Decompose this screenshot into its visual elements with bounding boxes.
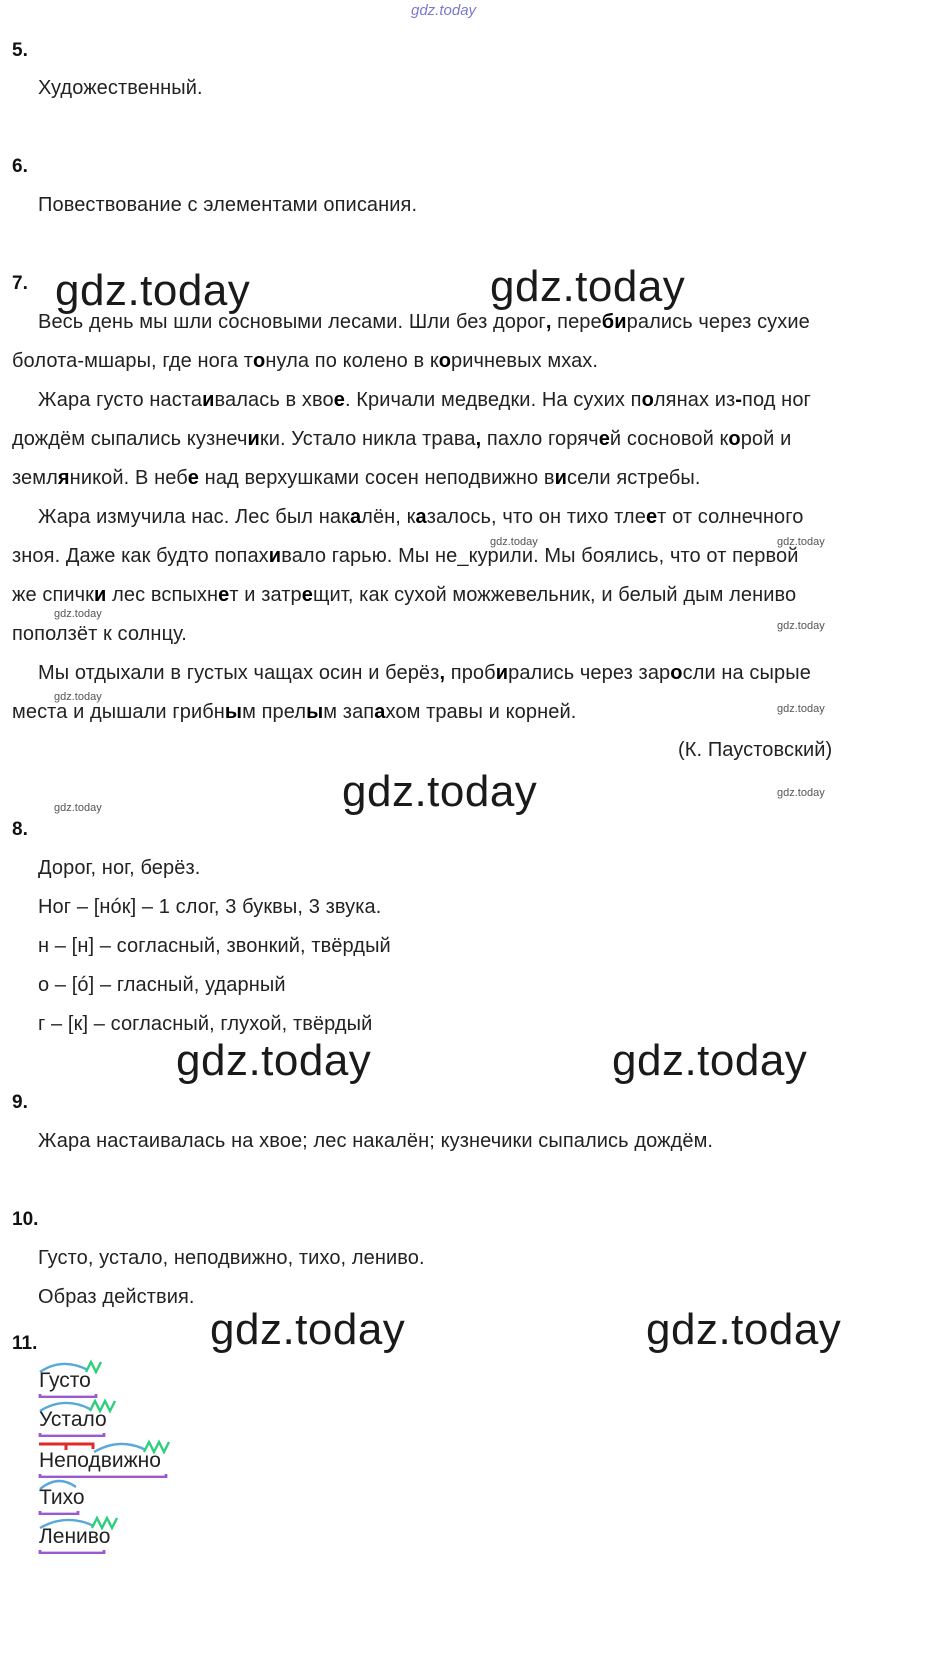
highlighted-letter: е (218, 584, 230, 606)
highlighted-letter: е (333, 389, 345, 411)
morpheme-word-lenivo (38, 1514, 188, 1554)
task-8-line: о – [ó] – гласный, ударный (38, 974, 286, 996)
highlighted-letter: и (554, 467, 567, 489)
task-7-line: земляникой. В небе над верхушками сосен неподвижно висели ястребы. (12, 467, 701, 489)
morpheme-word-gusto (38, 1358, 188, 1398)
watermark-small: gdz.today (777, 620, 825, 632)
task-11-number: 11. (12, 1333, 38, 1354)
highlighted-letter: о (438, 350, 452, 372)
task-9-answer: Жара настаивалась на хвое; лес накалён; кузнечики сыпались дождём. (38, 1130, 714, 1152)
task-8-line: Ног – [нóк] – 1 слог, 3 буквы, 3 звука. (38, 896, 382, 918)
highlighted-letter: а (374, 701, 386, 723)
highlighted-letter: я (57, 467, 70, 489)
highlighted-letter: , (545, 311, 552, 333)
watermark-big: gdz.today (210, 1305, 406, 1354)
highlighted-letter: , (439, 662, 446, 684)
morpheme-word: Неподвижно (39, 1449, 161, 1472)
highlighted-letter: е (645, 506, 658, 528)
watermark-small: gdz.today (777, 536, 825, 548)
morpheme-word: Лениво (39, 1525, 111, 1548)
watermark-small: gdz.today (54, 608, 102, 620)
highlighted-letter: и (247, 428, 260, 450)
watermark-big: gdz.today (612, 1036, 808, 1085)
task-7-line: дождём сыпались кузнечики. Устало никла трава, пахло горячей сосновой корой и (12, 428, 792, 450)
task-10-number: 10. (12, 1209, 39, 1230)
morpheme-word-ustalo (38, 1397, 188, 1437)
watermark-big: gdz.today (176, 1036, 372, 1085)
highlighted-letter: и (94, 584, 107, 606)
task-7-line: болота-мшары, где нога тонула по колено в коричневых мхах. (12, 350, 599, 372)
task-7-line: Весь день мы шли сосновыми лесами. Шли без дорог, перебирались через сухие (38, 311, 810, 333)
task-7-line: места и дышали грибным прелым запахом травы и корней. (12, 701, 577, 723)
watermark-big: gdz.today (342, 767, 538, 816)
morpheme-word: Тихо (39, 1486, 85, 1509)
task-7-number: 7. (12, 273, 28, 294)
task-5-number: 5. (12, 40, 28, 61)
task-7-line: же спички лес вспыхнет и затрещит, как сухой можжевельник, и белый дым лениво (12, 584, 797, 606)
highlighted-letter: би (601, 311, 627, 333)
watermark-small: gdz.today (54, 691, 102, 703)
highlighted-letter: и (495, 662, 509, 684)
highlighted-letter: е (301, 584, 313, 606)
task-8-line: н – [н] – согласный, звонкий, твёрдый (38, 935, 391, 957)
watermark-small: gdz.today (777, 787, 825, 799)
highlighted-letter: е (598, 428, 610, 450)
highlighted-letter: и (202, 389, 215, 411)
watermark-small: gdz.today (54, 802, 102, 814)
task-7-line: Жара измучила нас. Лес был накалён, казалось, что он тихо тлеет от солнечного (38, 506, 804, 528)
highlighted-letter: - (735, 389, 743, 411)
task-9-number: 9. (12, 1092, 28, 1113)
watermark-big: gdz.today (55, 266, 251, 315)
highlighted-letter: , (475, 428, 482, 450)
highlighted-letter: ы (306, 701, 324, 723)
task-6-answer: Повествование с элементами описания. (38, 194, 418, 216)
highlighted-letter: а (415, 506, 427, 528)
morpheme-word-tikho (38, 1475, 188, 1515)
highlighted-letter: и (268, 545, 282, 567)
task-7-line: поползёт к солнцу. (12, 623, 187, 645)
task-7-line: Жара густо настаивалась в хвое. Кричали медведки. На сухих полянах из-под ног (38, 389, 811, 411)
morpheme-word: Устало (39, 1408, 107, 1431)
highlighted-letter: о (728, 428, 741, 450)
task-6-number: 6. (12, 156, 28, 177)
task-8-line: г – [к] – согласный, глухой, твёрдый (38, 1013, 373, 1035)
task-5-answer: Художественный. (38, 77, 203, 99)
task-8-line: Дорог, ног, берёз. (38, 857, 201, 879)
top-watermark: gdz.today (411, 2, 477, 19)
highlighted-letter: о (641, 389, 654, 411)
task-7-author: (К. Паустовский) (678, 739, 833, 761)
watermark-small: gdz.today (490, 536, 538, 548)
watermark-big: gdz.today (646, 1305, 842, 1354)
highlighted-letter: а (349, 506, 362, 528)
highlighted-letter: е (187, 467, 200, 489)
morpheme-word-nepodvizhno (38, 1436, 208, 1478)
stem-bracket (40, 1550, 104, 1553)
task-10-line: Густо, устало, неподвижно, тихо, лениво. (38, 1247, 425, 1269)
highlighted-letter: о (670, 662, 683, 684)
watermark-small: gdz.today (777, 703, 825, 715)
watermark-big: gdz.today (490, 262, 686, 311)
task-10-line: Образ действия. (38, 1286, 195, 1308)
task-8-number: 8. (12, 819, 28, 840)
highlighted-letter: о (252, 350, 266, 372)
task-7-line: Мы отдыхали в густых чащах осин и берёз, пробирались через заросли на сырые (38, 662, 811, 684)
task-7-line: зноя. Даже как будто попахивало гарью. Мы не_курили. Мы боялись, что от первой (12, 545, 799, 567)
morpheme-word: Густо (39, 1369, 91, 1392)
highlighted-letter: ы (224, 701, 243, 723)
